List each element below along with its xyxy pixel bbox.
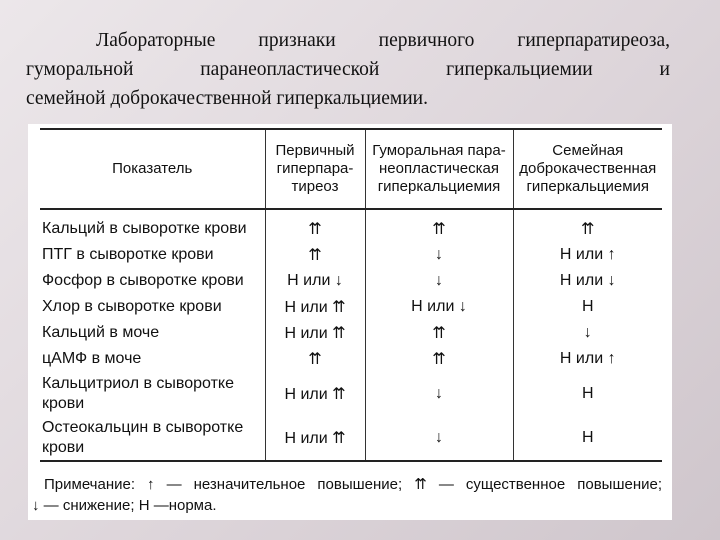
row-humoral-value: ↓ <box>365 242 513 268</box>
row-familial-value: Н <box>513 372 662 416</box>
row-familial-value: ⇈ <box>513 209 662 242</box>
row-primary-value: ⇈ <box>265 242 365 268</box>
row-parameter: Хлор в сыворотке крови <box>42 298 222 315</box>
row-primary-value: Н или ⇈ <box>265 372 365 416</box>
row-humoral-value: ⇈ <box>365 209 513 242</box>
table-row <box>40 416 662 461</box>
table-row <box>40 346 662 372</box>
lab-signs-table <box>40 128 662 462</box>
title-line-2: гуморальной паранеопластической гиперкальциемии и <box>26 59 670 80</box>
row-humoral-value: ↓ <box>365 416 513 461</box>
header-humoral-paraneoplastic: Гуморальная пара-неопластическая гиперкальциемия <box>365 129 513 209</box>
table-row <box>40 294 662 320</box>
slide-title <box>26 26 670 113</box>
note-line-1: Примечание: ↑ — незначительное повышение; ⇈ — существенное повышение; <box>44 476 662 493</box>
row-familial-value: Н <box>513 416 662 461</box>
row-familial-value: Н или ↑ <box>513 346 662 372</box>
title-line-3: семейной доброкачественной гиперкальциемии. <box>26 88 428 109</box>
row-parameter: Кальций в моче <box>42 324 160 341</box>
table-row <box>40 320 662 346</box>
row-parameter: цАМФ в моче <box>42 350 142 367</box>
row-primary-value: Н или ↓ <box>265 268 365 294</box>
table-note <box>32 474 662 516</box>
table-row <box>40 209 662 242</box>
row-parameter: Кальцитриол в сыворотке крови <box>42 375 234 412</box>
row-humoral-value: ⇈ <box>365 346 513 372</box>
row-primary-value: ⇈ <box>265 209 365 242</box>
row-humoral-value: Н или ↓ <box>365 294 513 320</box>
row-parameter: Кальций в сыворотке крови <box>42 220 247 237</box>
row-familial-value: Н <box>513 294 662 320</box>
row-familial-value: Н или ↑ <box>513 242 662 268</box>
table-row <box>40 242 662 268</box>
row-familial-value: Н или ↓ <box>513 268 662 294</box>
row-humoral-value: ⇈ <box>365 320 513 346</box>
row-primary-value: Н или ⇈ <box>265 416 365 461</box>
row-humoral-value: ↓ <box>365 268 513 294</box>
row-humoral-value: ↓ <box>365 372 513 416</box>
row-parameter: ПТГ в сыворотке крови <box>42 246 214 263</box>
table-header-row <box>40 129 662 209</box>
header-primary-hyperparathyroidism: Первичный гиперпара-тиреоз <box>265 129 365 209</box>
table-image-panel <box>28 124 672 520</box>
table-row <box>40 268 662 294</box>
table-row <box>40 372 662 416</box>
row-primary-value: ⇈ <box>265 346 365 372</box>
row-parameter: Остеокальцин в сыворотке крови <box>40 416 265 461</box>
title-line-1: Лабораторные признаки первичного гиперпаратиреоза, <box>96 30 670 51</box>
row-primary-value: Н или ⇈ <box>265 320 365 346</box>
note-line-2: ↓ — снижение; Н —норма. <box>32 497 217 514</box>
row-familial-value: ↓ <box>513 320 662 346</box>
row-primary-value: Н или ⇈ <box>265 294 365 320</box>
row-parameter: Фосфор в сыворотке крови <box>42 272 244 289</box>
header-familial-benign: Семейная доброкачественная гиперкальциемия <box>513 129 662 209</box>
header-parameter: Показатель <box>40 129 265 209</box>
